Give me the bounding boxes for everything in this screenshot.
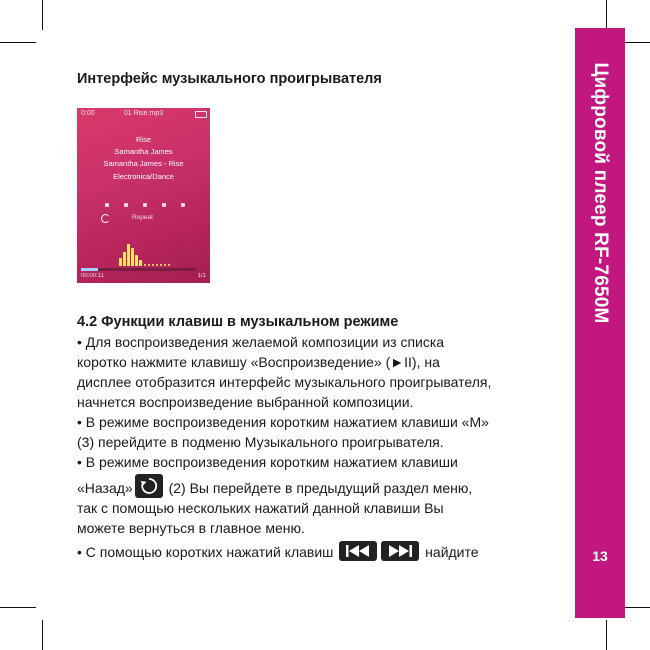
crop-mark (0, 42, 36, 43)
eq-dot (148, 264, 150, 266)
eq-bar (123, 252, 126, 266)
body-line-with-icons (77, 542, 479, 563)
repeat-icon (101, 214, 110, 223)
eq-bar (131, 248, 134, 266)
indicator-icon (105, 203, 109, 207)
eq-bar (135, 255, 138, 266)
indicator-icon (124, 203, 128, 207)
elapsed-time: 00:00:11 (81, 273, 104, 279)
indicator-icon (162, 203, 166, 207)
body-line: можете вернуться в главное меню. (77, 520, 305, 536)
side-title: Цифровой плеер RF-7650M (590, 62, 611, 324)
eq-dot (156, 264, 158, 266)
eq-bar (127, 244, 130, 266)
body-line-with-icon (77, 478, 472, 499)
body-line: коротко нажмите клавишу «Воспроизведение» (►II), на (77, 354, 440, 370)
body-line: дисплее отобразится интерфейс музыкального проигрывателя, (77, 374, 492, 390)
battery-icon (195, 111, 207, 118)
eq-dot (152, 264, 154, 266)
progress-fill (81, 268, 98, 271)
body-line: • В режиме воспроизведения коротким нажатием клавиши (77, 454, 458, 470)
track-position: 1/1 (197, 273, 206, 279)
crop-mark (0, 607, 36, 608)
side-title-container (575, 28, 625, 358)
body-line: так с помощью нескольких нажатий данной клавиши Вы (77, 500, 444, 516)
eq-bar (139, 260, 142, 266)
page-number: 13 (592, 548, 608, 564)
eq-dot (160, 264, 162, 266)
section-heading: 4.2 Функции клавиш в музыкальном режиме (77, 314, 399, 330)
player-indicator-row (105, 203, 185, 207)
back-arrow-icon (135, 474, 163, 498)
player-filename: 01 Rise.mp3 (123, 110, 164, 117)
player-time: 0:00 (81, 110, 95, 117)
seek-keys-label: • С помощью коротких нажатий клавиш (77, 544, 338, 560)
crop-mark (42, 0, 43, 30)
next-track-icon (381, 541, 419, 561)
player-status-bar (77, 108, 210, 120)
track-album: Samantha James - Rise (103, 159, 184, 168)
previous-track-icon (339, 541, 377, 561)
body-line: начнется воспроизведение выбранной композиции. (77, 394, 414, 410)
indicator-icon (143, 203, 147, 207)
eq-dot (168, 264, 170, 266)
player-screenshot (77, 108, 210, 283)
back-key-text: (2) Вы перейдете в предыдущий раздел меню, (164, 480, 473, 496)
crop-mark (42, 620, 43, 650)
eq-dot (144, 264, 146, 266)
progress-bar (81, 268, 196, 271)
seek-keys-text: найдите (421, 544, 479, 560)
body-line: • В режиме воспроизведения коротким нажатием клавиши «M» (77, 414, 489, 430)
track-genre: Electronica/Dance (113, 172, 174, 181)
back-key-label: «Назад» (77, 480, 133, 496)
repeat-label: Repeat (132, 214, 153, 221)
body-line: • Для воспроизведения желаемой композиции из списка (77, 334, 445, 350)
crop-mark (606, 0, 607, 30)
eq-bar (119, 258, 122, 266)
crop-mark (606, 620, 607, 650)
equalizer-icon (117, 238, 177, 266)
eq-dot (164, 264, 166, 266)
body-line: (3) перейдите в подменю Музыкального проигрывателя. (77, 434, 444, 450)
track-title: Rise (135, 135, 151, 144)
track-artist: Samantha James (114, 147, 173, 156)
section-title: Интерфейс музыкального проигрывателя (77, 71, 382, 87)
indicator-icon (181, 203, 185, 207)
